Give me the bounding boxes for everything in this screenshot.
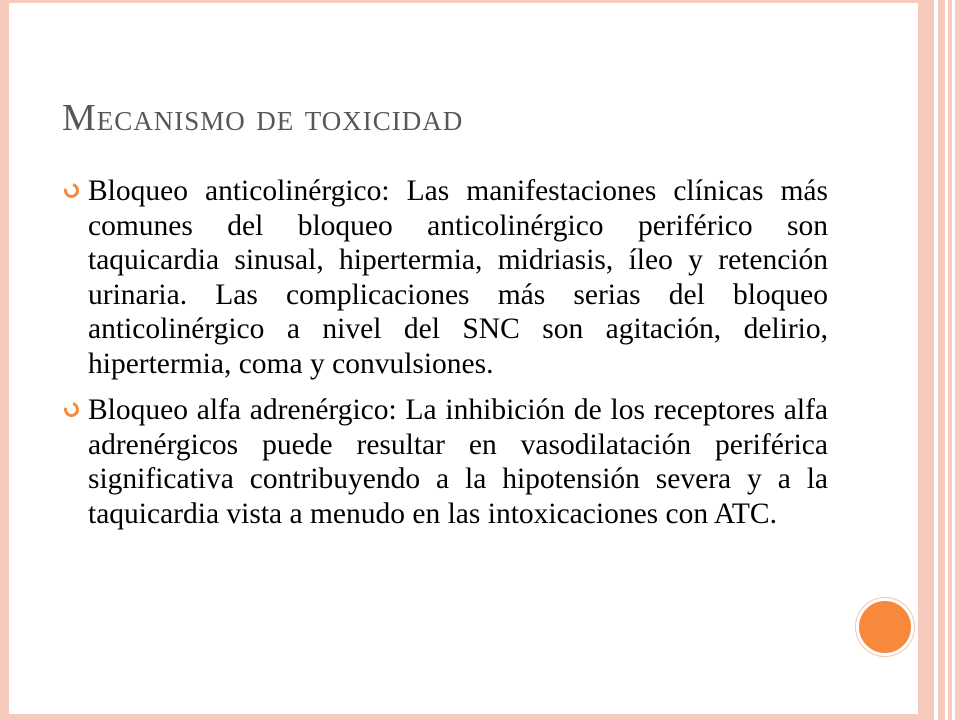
bullet-text: Bloqueo anticolinérgico: Las manifestaciones clínicas más comunes del bloqueo anticolinérgico periférico son taquicardia sinusal, hipertermia, midriasis, íleo y retención urinaria. Las complicaciones más serias del bloqueo anticolinérgico a nivel del SNC son agitación, delirio, hipertermia, coma y convulsiones. xyxy=(88,175,828,380)
slide-frame-top xyxy=(0,0,920,3)
bullet-icon xyxy=(61,180,81,200)
decorative-stripe xyxy=(918,0,934,720)
bullet-text: Bloqueo alfa adrenérgico: La inhibición de los receptores alfa adrenérgicos puede resultar en vasodilatación periférica significativa contribuyendo a la hipotensión severa y a la taquicardia vista a menudo en las intoxicaciones con ATC. xyxy=(88,394,828,530)
decorative-circle xyxy=(856,598,914,656)
slide-title: Mecanismo de toxicidad xyxy=(62,97,464,139)
bullet-icon xyxy=(61,399,81,419)
bullet-item xyxy=(60,393,828,531)
bullet-list xyxy=(60,174,828,543)
slide-frame-left xyxy=(0,0,9,720)
decorative-stripe xyxy=(955,0,960,720)
bullet-item xyxy=(60,174,828,381)
slide-frame-bottom xyxy=(0,714,920,720)
decorative-stripe xyxy=(938,0,945,720)
